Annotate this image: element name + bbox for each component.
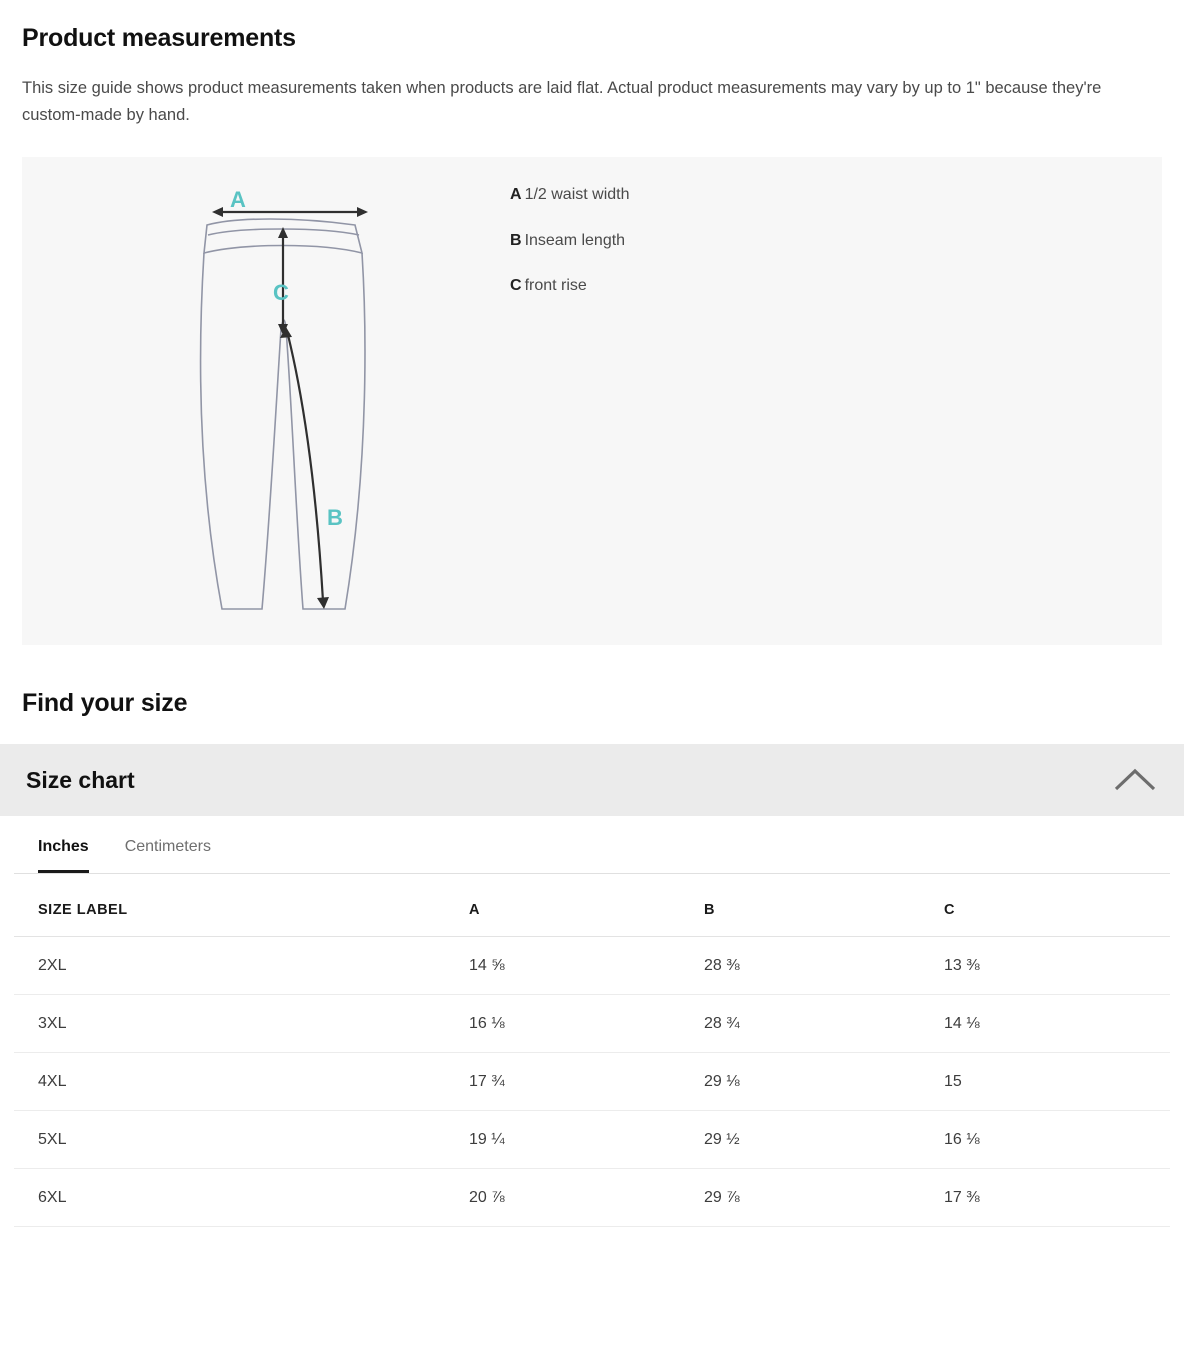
column-header-c: C (944, 874, 1170, 937)
cell-a: 16 ⅛ (469, 995, 704, 1053)
legend-key-c: C (510, 276, 522, 294)
measurement-diagram-panel (22, 157, 1162, 645)
content-container (0, 24, 1184, 718)
cell-a: 19 ¼ (469, 1111, 704, 1169)
cell-b: 28 ¾ (704, 995, 944, 1053)
size-chart-title: Size chart (26, 766, 135, 793)
legend-text-c: front rise (524, 276, 587, 294)
legend-key-b: B (510, 231, 522, 249)
column-header-size-label: SIZE LABEL (14, 874, 469, 937)
diagram-label-a: A (230, 187, 246, 213)
page-title: Product measurements (22, 24, 296, 52)
cell-a: 17 ¾ (469, 1053, 704, 1111)
tab-centimeters[interactable]: Centimeters (125, 816, 211, 873)
diagram-legend (510, 157, 630, 321)
table-row (14, 1111, 1170, 1169)
cell-c: 17 ⅜ (944, 1169, 1170, 1227)
legend-text-b: Inseam length (524, 231, 626, 249)
cell-c: 15 (944, 1053, 1170, 1111)
diagram-label-b: B (327, 505, 343, 531)
cell-c: 14 ⅛ (944, 995, 1170, 1053)
size-guide-page (0, 24, 1184, 1362)
size-chart-accordion-header[interactable] (0, 744, 1184, 816)
column-header-a: A (469, 874, 704, 937)
size-chart-table (14, 874, 1170, 1227)
cell-a: 14 ⅝ (469, 937, 704, 995)
legend-item-a (510, 185, 630, 204)
find-your-size-heading: Find your size (22, 689, 188, 718)
legend-key-a: A (510, 186, 522, 204)
table-row (14, 1169, 1170, 1227)
chevron-up-icon[interactable] (1112, 765, 1158, 795)
cell-b: 29 ⅞ (704, 1169, 944, 1227)
legend-text-a: 1/2 waist width (524, 186, 630, 204)
tab-inches[interactable]: Inches (38, 816, 89, 873)
intro-paragraph: This size guide shows product measurements taken when products are laid flat. Actual product measurements may vary by up to 1" because they're custom-made by hand. (22, 79, 1102, 125)
cell-c: 13 ⅜ (944, 937, 1170, 995)
cell-size-label: 3XL (14, 995, 469, 1053)
leggings-diagram (22, 157, 492, 645)
diagram-label-c: C (273, 280, 289, 306)
cell-size-label: 6XL (14, 1169, 469, 1227)
table-header-row (14, 874, 1170, 937)
cell-c: 16 ⅛ (944, 1111, 1170, 1169)
cell-b: 29 ⅛ (704, 1053, 944, 1111)
legend-item-b (510, 231, 630, 250)
cell-size-label: 5XL (14, 1111, 469, 1169)
leggings-illustration-svg (22, 157, 492, 645)
table-row (14, 995, 1170, 1053)
cell-size-label: 4XL (14, 1053, 469, 1111)
legend-item-c (510, 276, 630, 295)
cell-b: 29 ½ (704, 1111, 944, 1169)
table-row (14, 937, 1170, 995)
cell-b: 28 ⅜ (704, 937, 944, 995)
cell-size-label: 2XL (14, 937, 469, 995)
unit-tabs (14, 816, 1170, 874)
cell-a: 20 ⅞ (469, 1169, 704, 1227)
table-row (14, 1053, 1170, 1111)
column-header-b: B (704, 874, 944, 937)
